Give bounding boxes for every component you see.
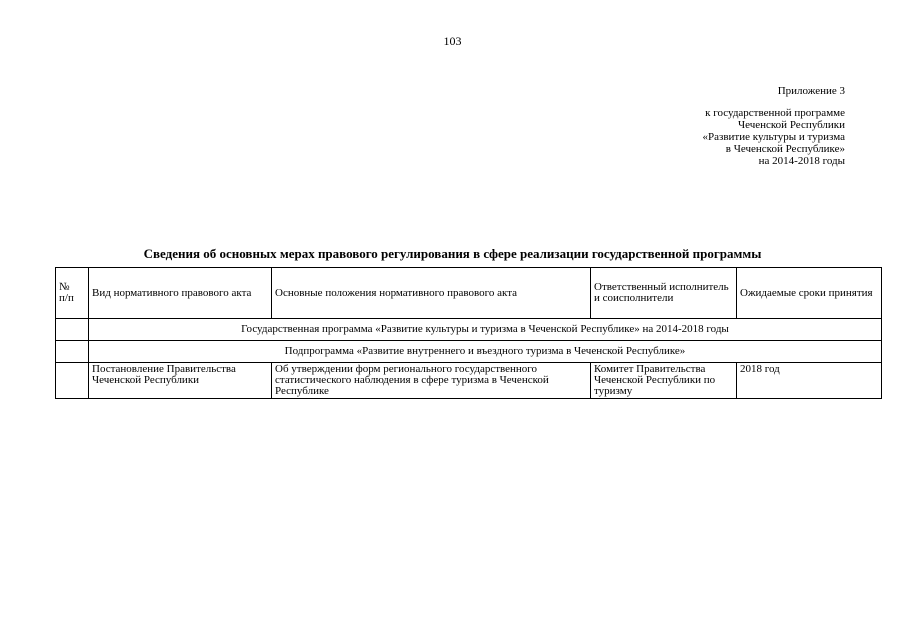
- empty-cell: [56, 341, 89, 363]
- program-row: [56, 319, 882, 341]
- appendix-line: Чеченской Республики: [737, 119, 845, 131]
- header-num-line: №: [59, 281, 70, 293]
- legal-measures-table: [55, 267, 882, 399]
- header-act-type: Вид нормативного правового акта: [89, 268, 272, 319]
- table-header-row: [56, 268, 882, 319]
- header-num-line: п/п: [59, 292, 74, 304]
- cell-num: [56, 363, 89, 399]
- table-row: [56, 363, 882, 399]
- header-expected-dates: Ожидаемые сроки принятия: [737, 268, 882, 319]
- header-responsible: Ответственный исполнитель и соисполнители: [591, 268, 737, 319]
- header-main-provisions: Основные положения нормативного правового акта: [272, 268, 591, 319]
- subprogram-title: Подпрограмма «Развитие внутреннего и въездного туризма в Чеченской Республике»: [89, 341, 882, 363]
- empty-cell: [56, 319, 89, 341]
- cell-expected-dates: 2018 год: [737, 363, 882, 399]
- cell-main-provisions: Об утверждении форм регионального государственного статистического наблюдения в сфере туризма в Чеченской Республике: [272, 363, 591, 399]
- appendix-line: на 2014-2018 годы: [758, 155, 845, 167]
- document-title: Сведения об основных мерах правового регулирования в сфере реализации государственной программы: [143, 246, 762, 261]
- cell-responsible: Комитет Правительства Чеченской Республики по туризму: [591, 363, 737, 399]
- page-number: 103: [443, 34, 462, 48]
- cell-act-type: Постановление Правительства Чеченской Республики: [89, 363, 272, 399]
- appendix-line: в Чеченской Республике»: [725, 143, 845, 155]
- appendix-line: к государственной программе: [705, 107, 845, 119]
- program-title: Государственная программа «Развитие культуры и туризма в Чеченской Республике» на 2014-2018 годы: [89, 319, 882, 341]
- appendix-title: Приложение 3: [777, 85, 845, 97]
- header-num: [56, 268, 89, 319]
- appendix-line: «Развитие культуры и туризма: [702, 131, 845, 143]
- subprogram-row: [56, 341, 882, 363]
- appendix-block: [703, 85, 846, 167]
